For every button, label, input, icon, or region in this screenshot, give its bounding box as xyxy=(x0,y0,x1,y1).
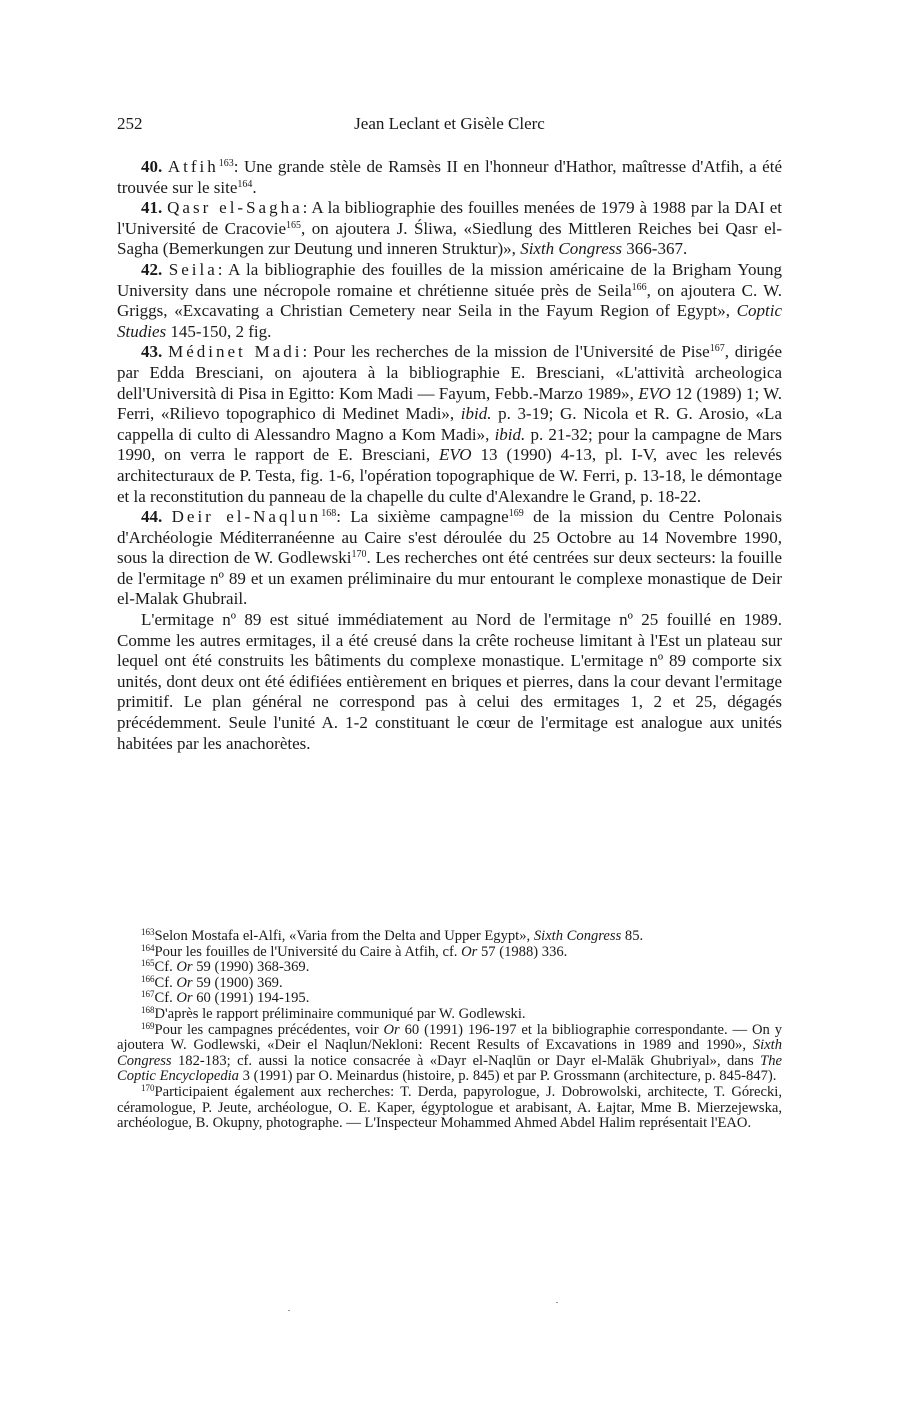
entry-text: 145-150, 2 fig. xyxy=(166,321,272,341)
footnote-text: 3 (1991) par O. Meinardus (histoire, p. 845) et par P. Grossmann (architecture, p. 845-847). xyxy=(238,1068,777,1085)
footnote-165 xyxy=(117,960,782,976)
page-number: 252 xyxy=(117,114,143,133)
footnote-ref[interactable]: 167 xyxy=(709,343,725,355)
footnote-text: 60 (1991) 196-197 et la bibliographie correspondante. — On y ajoutera W. Godlewski, «Deir el Naqlun/Nekloni: Recent Results of Excavations in 1989 and 1990», xyxy=(117,1021,782,1054)
entry-text: : Une grande stèle de Ramsès II en l'honneur d'Hathor, maîtresse d'Atfih, a été trouvée sur le site xyxy=(117,157,782,197)
entry-43 xyxy=(117,342,782,507)
entry-text: : Pour les recherches de la mission de l'Université de Pise xyxy=(302,342,710,362)
footnote-text: Participaient également aux recherches: T. Derda, papyrologue, J. Dobrowolski, architecte, T. Górecki, céramologue, P. Jeute, archéologue, O. E. Kaper, égyptologue et arabisant, A. Łajtar, Mme B. Mierzejewska, archéologue, B. Okupny, photographe. — L'Inspecteur Mohammed Ahmed Abdel Halim représentait l'EAO. xyxy=(117,1083,782,1132)
entry-text: : A la bibliographie des fouilles de la mission américaine de la Brigham Young University dans une nécropole romaine et chrétienne située près de Seila xyxy=(117,259,783,300)
footnote-166 xyxy=(117,973,782,992)
entry-42 xyxy=(117,260,782,342)
site-name: Atfih xyxy=(167,157,219,176)
entry-text: 13 (1990) 4-13, pl. I-V, avec les relevés architecturaux de P. Testa, fig. 1-6, l'opération topographique de W. Ferri, p. 13-18, le démontage et la reconstitution du panneau de la chapelle du culte d'Alexandre le Grand, p. 18-22. xyxy=(117,445,782,506)
publication-title: The Coptic Encyclopedia xyxy=(117,1052,782,1085)
publication-title: EVO xyxy=(439,445,472,465)
footnote-ref[interactable]: 164 xyxy=(237,178,253,190)
entry-number: 41. xyxy=(141,198,163,218)
footnote-number: 169 xyxy=(141,1020,155,1031)
publication-title: Or xyxy=(461,943,478,960)
footnote-text: Cf. xyxy=(154,959,177,976)
entry-number: 42. xyxy=(141,259,163,279)
entry-44 xyxy=(117,507,782,610)
entry-text: p. 21-32; pour la campagne de Mars 1990, on verra le rapport de E. Bresciani, xyxy=(117,424,782,465)
entry-number: 40. xyxy=(141,157,163,176)
footnote-number: 170 xyxy=(141,1082,155,1093)
entry-40 xyxy=(117,157,782,198)
footnote-number: 164 xyxy=(141,942,155,953)
publication-title: Sixth Congress xyxy=(533,928,622,944)
footnote-ref[interactable]: 163 xyxy=(218,158,234,169)
footnote-ref[interactable]: 169 xyxy=(508,508,524,520)
entry-number: 43. xyxy=(141,342,163,362)
footnote-text: Pour les fouilles de l'Université du Caire à Atfih, cf. xyxy=(154,943,462,960)
entry-text: . xyxy=(252,177,257,197)
entry-41 xyxy=(117,198,782,260)
main-text xyxy=(117,157,782,754)
entry-text: : A la bibliographie des fouilles menées de 1979 à 1988 par la DAI et l'Université de Cracovie xyxy=(117,198,783,238)
entry-text: . Les recherches ont été centrées sur deux secteurs: la fouille de l'ermitage nº 89 et un examen préliminaire du mur entourant le complexe monastique de Deir el-Malak Ghubrail. xyxy=(117,548,782,609)
publication-title: Or xyxy=(176,959,193,976)
site-name: Seila xyxy=(168,259,218,279)
footnote-ref[interactable]: 170 xyxy=(351,549,367,561)
publication-title: Or xyxy=(176,990,193,1007)
entry-text: p. 3-19; G. Nicola et R. G. Arosio, «La cappella di culto di Alessandro Magno a Kom Madi», xyxy=(117,404,782,444)
entry-text: 12 (1989) 1; W. Ferri, «Rilievo topographico di Medinet Madi», xyxy=(117,383,782,424)
page-header xyxy=(117,114,782,138)
footnote-text: D'après le rapport préliminaire communiqué par W. Godlewski. xyxy=(154,1005,526,1022)
scan-speck xyxy=(556,1302,558,1303)
scan-speck xyxy=(288,1310,290,1311)
entry-text: : La sixième campagne xyxy=(336,507,509,527)
paragraph-ermitage: L'ermitage nº 89 est situé immédiatement au Nord de l'ermitage nº 25 fouillé en 1989. Comme les autres ermitages, il a été creusé dans la crête rocheuse limitant à l'Est un plateau sur lequel ont été construits les bâtiments du complexe monastique. L'ermitage nº 89 comporte six unités, dont deux ont été édifiées entièrement en briques et pierres, dans la cour devant l'ermitage primitif. Le plan général ne correspond pas à celui des ermitages 1, 2 et 25, dégagés précédemment. Seule l'unité A. 1-2 constituant le cœur de l'ermitage est analogue aux unités habitées par les anachorètes. xyxy=(117,610,782,753)
footnote-text: Cf. xyxy=(154,974,177,991)
footnote-ref[interactable]: 166 xyxy=(631,281,647,293)
site-name: Deir el-Naqlun xyxy=(171,507,322,527)
footnote-number: 168 xyxy=(141,1004,155,1015)
entry-text: de la mission du Centre Polonais d'Archéologie Méditerranéenne au Caire s'est déroulée du 25 Octobre au 14 Novembre 1990, sous la direction de W. Godlewski xyxy=(117,507,783,568)
footnote-text: 182-183; cf. aussi la notice consacrée à «Dayr el-Naqlūn or Dayr el-Malāk Ghubriyal», dans xyxy=(171,1052,761,1069)
footnote-text: Cf. xyxy=(154,990,177,1007)
footnote-text: Selon Mostafa el-Alfi, «Varia from the Delta and Upper Egypt», xyxy=(154,928,534,944)
site-name: Médinet Madi xyxy=(168,342,303,362)
site-name: Qasr el-Sagha xyxy=(167,198,303,218)
footnote-170 xyxy=(117,1082,782,1132)
footnote-text: 57 (1988) 336. xyxy=(477,943,568,960)
footnote-number: 163 xyxy=(141,927,155,937)
entry-text: , on ajoutera C. W. Griggs, «Excavating a Christian Cemetery near Seila in the Fayum Region of Egypt», xyxy=(117,280,782,321)
footnote-164 xyxy=(117,942,782,961)
publication-title: ibid. xyxy=(494,424,526,444)
footnote-number: 165 xyxy=(141,958,155,969)
publication-title: Or xyxy=(383,1021,400,1038)
entry-text: , on ajoutera J. Śliwa, «Siedlung des Mittleren Reiches bei Qasr el-Sagha (Bemerkungen zur Deutung und inneren Struktur)», xyxy=(117,218,783,259)
footnotes xyxy=(117,929,782,1132)
publication-title: ibid. xyxy=(460,404,492,424)
publication-title: Or xyxy=(176,974,193,991)
publication-title: EVO xyxy=(638,383,671,403)
publication-title: Sixth Congress xyxy=(117,1037,782,1069)
footnote-text: 59 (1990) 368-369. xyxy=(192,959,310,976)
publication-title: Coptic Studies xyxy=(117,301,782,341)
running-title: Jean Leclant et Gisèle Clerc xyxy=(354,114,545,133)
footnote-text: 59 (1900) 369. xyxy=(192,974,283,991)
footnote-ref[interactable]: 165 xyxy=(286,219,302,231)
publication-title: Sixth Congress xyxy=(520,239,623,259)
entry-text: , dirigée par Edda Bresciani, on ajoutera à la bibliographie E. Bresciani, «L'attività archeologica dell'Università di Pisa in Egitto: Kom Madi — Fayum, Febb.-Marzo 1989», xyxy=(117,342,783,403)
footnote-text: 85. xyxy=(621,928,644,944)
footnote-163 xyxy=(117,929,782,945)
footnote-text: Pour les campagnes précédentes, voir xyxy=(154,1021,384,1038)
footnote-167 xyxy=(117,991,782,1007)
footnote-text: 60 (1991) 194-195. xyxy=(192,990,310,1007)
footnote-number: 166 xyxy=(141,973,155,984)
entry-number: 44. xyxy=(141,507,163,527)
footnote-168 xyxy=(117,1004,782,1023)
footnote-ref[interactable]: 168 xyxy=(321,508,337,520)
footnote-number: 167 xyxy=(141,989,155,1000)
footnote-169 xyxy=(117,1020,782,1085)
entry-text: 366-367. xyxy=(622,239,688,259)
